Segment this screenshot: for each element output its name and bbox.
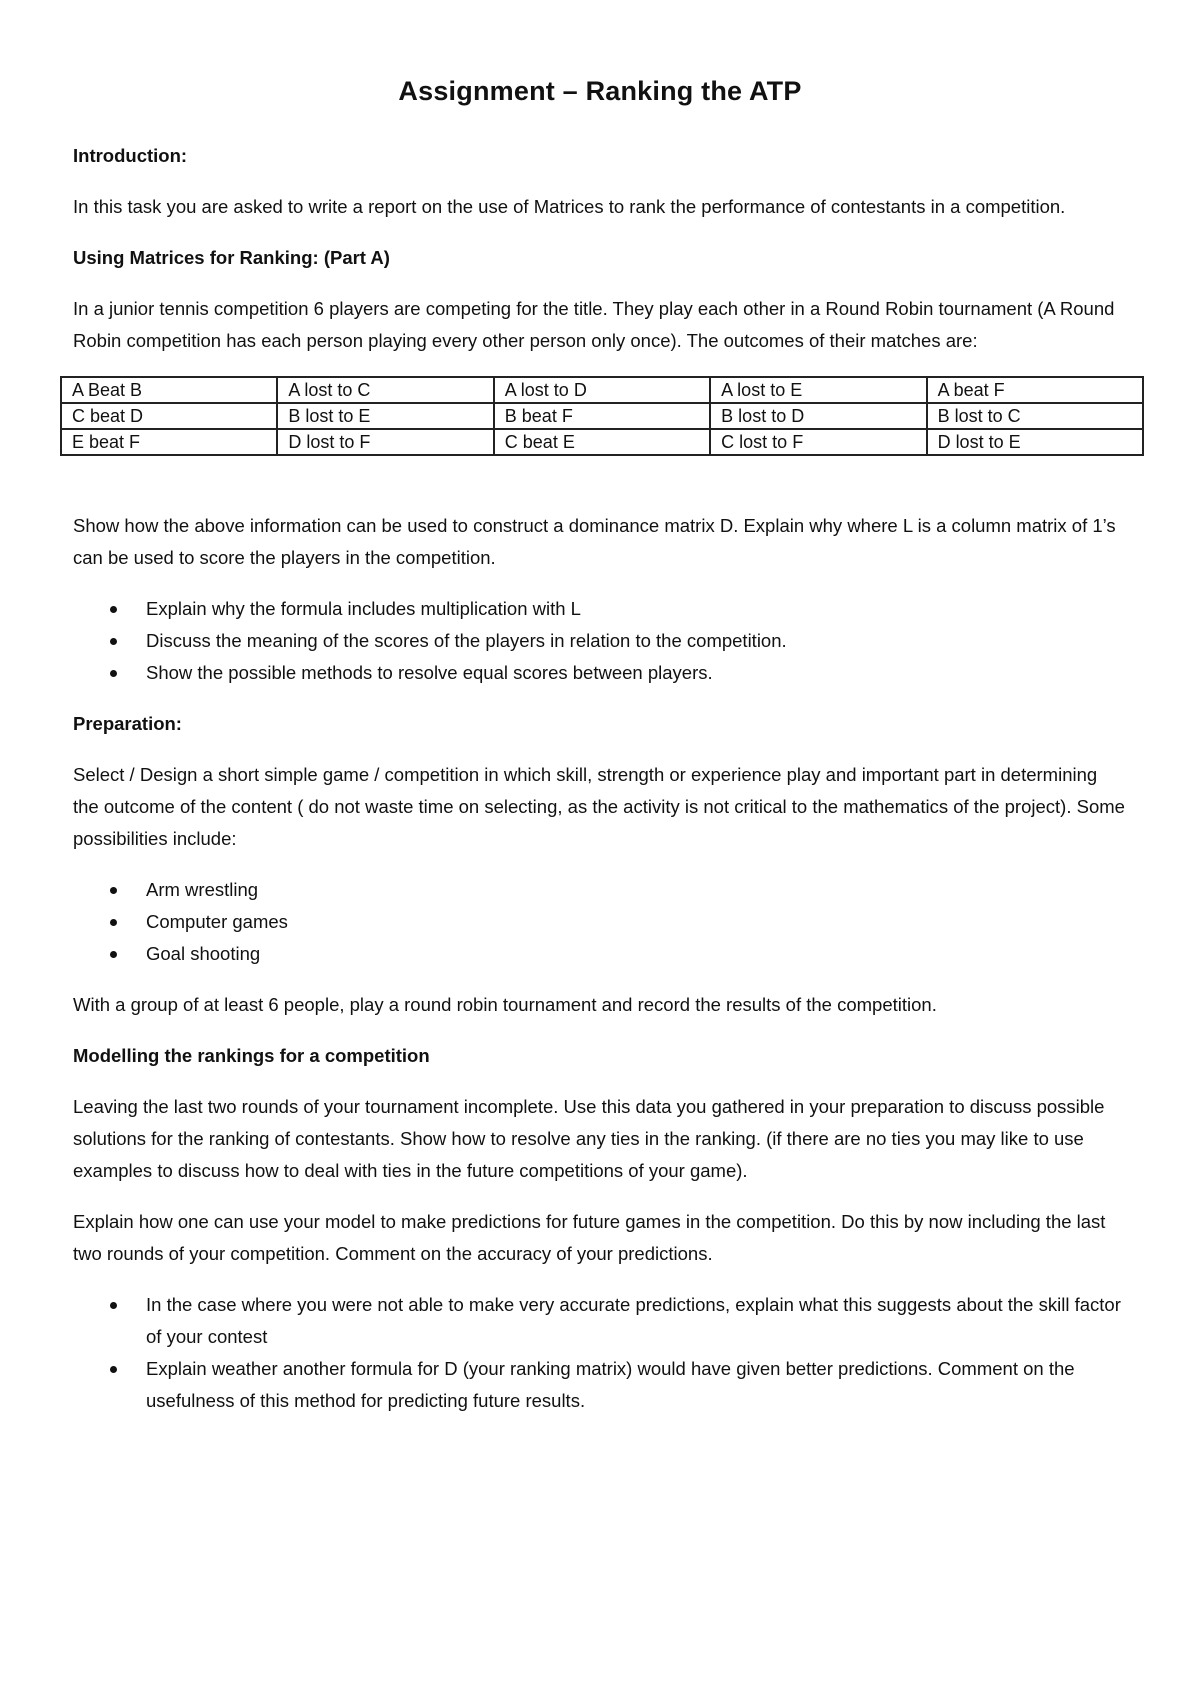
- modelling-bullet-list: [73, 1289, 1128, 1417]
- document-body: [73, 140, 1128, 1436]
- preparation-heading: Preparation:: [73, 713, 182, 734]
- part-a-bullet-list: [73, 593, 1128, 689]
- table-row: [61, 377, 1143, 403]
- table-row: [61, 403, 1143, 429]
- table-cell: E beat F: [61, 429, 277, 455]
- match-results-table: [60, 376, 1144, 456]
- table-cell: A lost to E: [710, 377, 926, 403]
- bullet-icon: [110, 606, 117, 613]
- bullet-icon: [110, 951, 117, 958]
- list-item-text: Discuss the meaning of the scores of the players in relation to the competition.: [146, 630, 787, 651]
- list-item-text: Arm wrestling: [146, 879, 259, 900]
- list-item: [73, 938, 1128, 970]
- list-item-text: Explain weather another formula for D (your ranking matrix) would have given better predictions. Comment on the usefulness of this method for predicting future results.: [146, 1358, 1075, 1411]
- table-row: [61, 429, 1143, 455]
- list-item: [73, 625, 1128, 657]
- list-item-text: Explain why the formula includes multiplication with L: [146, 598, 581, 619]
- list-item: [73, 874, 1128, 906]
- table-cell: B beat F: [494, 403, 710, 429]
- table-cell: D lost to E: [927, 429, 1143, 455]
- table-cell: D lost to F: [277, 429, 493, 455]
- modelling-paragraph-1: Leaving the last two rounds of your tournament incomplete. Use this data you gathered in your preparation to discuss possible solutions for the ranking of contestants. Show how to resolve any ties in the ranking. (if there are no ties you may like to use examples to discuss how to deal with ties in the future competitions of your game).: [73, 1096, 1105, 1181]
- table-cell: A lost to D: [494, 377, 710, 403]
- preparation-bullet-list: [73, 874, 1128, 970]
- table-cell: A lost to C: [277, 377, 493, 403]
- table-cell: B lost to E: [277, 403, 493, 429]
- table-cell: C beat D: [61, 403, 277, 429]
- dominance-matrix-paragraph: Show how the above information can be used to construct a dominance matrix D. Explain why where L is a column matrix of 1’s can be used to score the players in the competition.: [73, 515, 1116, 568]
- list-item: [73, 657, 1128, 689]
- introduction-paragraph: In this task you are asked to write a report on the use of Matrices to rank the performance of contestants in a competition.: [73, 196, 1066, 217]
- table-cell: C lost to F: [710, 429, 926, 455]
- list-item-text: Show the possible methods to resolve equal scores between players.: [146, 662, 713, 683]
- bullet-icon: [110, 1302, 117, 1309]
- modelling-heading: Modelling the rankings for a competition: [73, 1045, 430, 1066]
- page-title: Assignment – Ranking the ATP: [398, 76, 802, 106]
- introduction-heading: Introduction:: [73, 145, 188, 166]
- preparation-closing-paragraph: With a group of at least 6 people, play a round robin tournament and record the results of the competition.: [73, 994, 937, 1015]
- bullet-icon: [110, 670, 117, 677]
- preparation-paragraph: Select / Design a short simple game / competition in which skill, strength or experience play and important part in determining the outcome of the content ( do not waste time on selecting, as the activity is not critical to the mathematics of the project). Some possibilities include:: [73, 764, 1125, 849]
- bullet-icon: [110, 1366, 117, 1373]
- part-a-paragraph: In a junior tennis competition 6 players are competing for the title. They play each other in a Round Robin tournament (A Round Robin competition has each person playing every other person only once). The outcomes of their matches are:: [73, 298, 1115, 351]
- table-cell: B lost to C: [927, 403, 1143, 429]
- bullet-icon: [110, 887, 117, 894]
- modelling-paragraph-2: Explain how one can use your model to make predictions for future games in the competition. Do this by now including the last two rounds of your competition. Comment on the accuracy of your predictions.: [73, 1211, 1106, 1264]
- list-item-text: Goal shooting: [146, 943, 261, 964]
- part-a-heading: Using Matrices for Ranking: (Part A): [73, 247, 390, 268]
- list-item: [73, 906, 1128, 938]
- bullet-icon: [110, 919, 117, 926]
- bullet-icon: [110, 638, 117, 645]
- list-item: [73, 1353, 1128, 1417]
- table-cell: B lost to D: [710, 403, 926, 429]
- table-cell: C beat E: [494, 429, 710, 455]
- list-item: [73, 1289, 1128, 1353]
- table-cell: A Beat B: [61, 377, 277, 403]
- table-cell: A beat F: [927, 377, 1143, 403]
- list-item-text: In the case where you were not able to make very accurate predictions, explain what this suggests about the skill factor of your contest: [146, 1294, 1121, 1347]
- list-item: [73, 593, 1128, 625]
- list-item-text: Computer games: [146, 911, 288, 932]
